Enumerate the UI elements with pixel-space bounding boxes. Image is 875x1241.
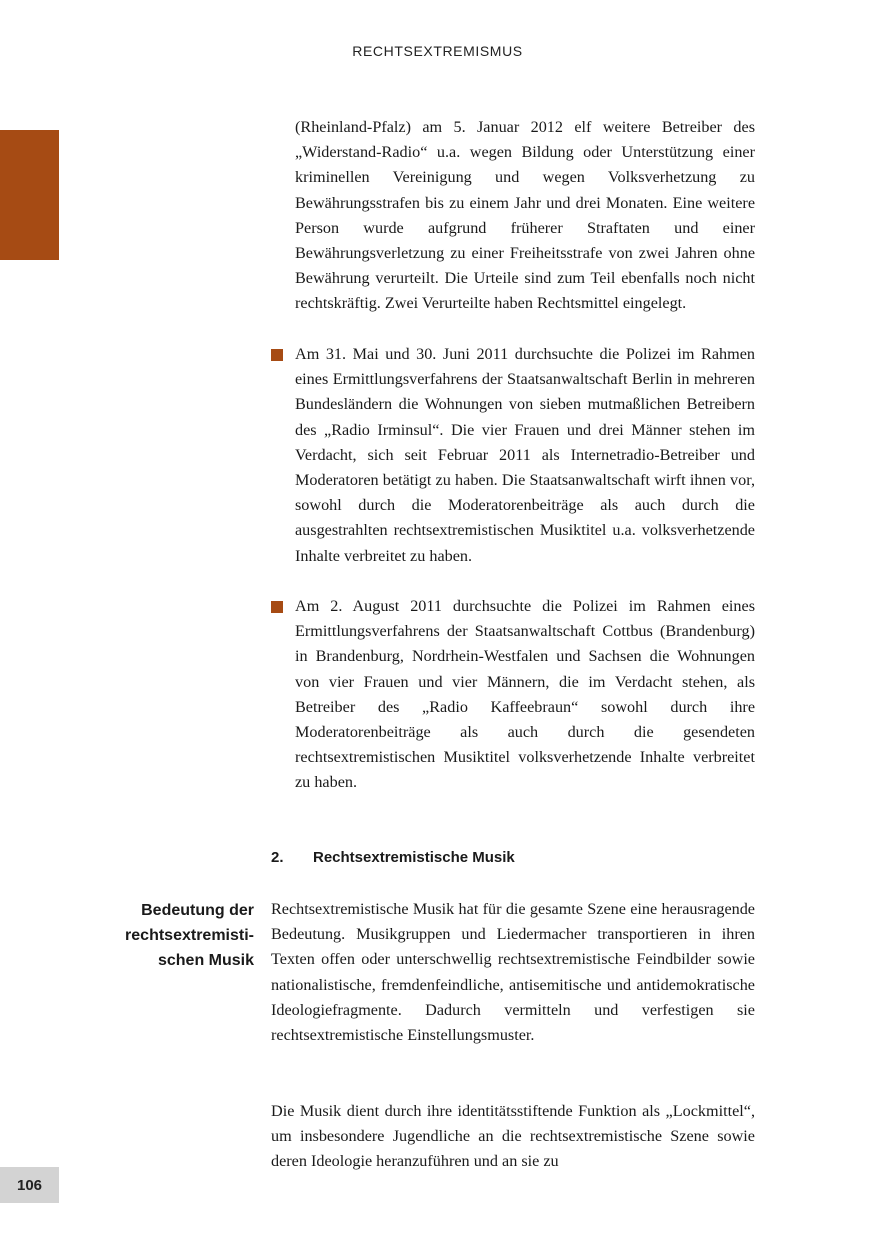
margin-note (104, 898, 254, 973)
section-heading (271, 849, 515, 866)
margin-note-line: Bedeutung der (141, 902, 254, 919)
body-paragraph: Die Musik dient durch ihre identitätsstiftende Funktion als „Lockmittel“, um insbesondere Jugendliche an die rechtsextremistische Szene sowie deren Ideologie heranzuführen und an sie zu (271, 1102, 755, 1171)
continued-paragraph: (Rheinland-Pfalz) am 5. Januar 2012 elf weitere Betreiber des „Widerstand-Radio“ u.a. wegen Bildung oder Unterstützung einer kriminellen Vereinigung und wegen Volksverhetzung zu Bewährungsstrafen bis zu einem Jahr und drei Monaten. Eine weitere Person wurde aufgrund früherer Straftaten und einer Bewährungsverletzung zu einer Freiheitsstrafe von zwei Jahren ohne Bewährung verurteilt. Die Urteile sind zum Teil ebenfalls noch nicht rechtskräftig. Zwei Verurteilte haben Rechtsmittel eingelegt. (295, 118, 755, 313)
bullet-square-icon (271, 601, 283, 613)
section-number: 2. (271, 849, 284, 866)
margin-note-line: rechtsextremisti- (125, 927, 254, 944)
list-item-text: Am 2. August 2011 durchsuchte die Polizei im Rahmen eines Ermittlungsverfahrens der Staatsanwaltschaft Cottbus (Brandenburg) in Brandenburg, Nordrhein-Westfalen und Sachsen die Wohnungen von vier Frauen und vier Männern, die im Verdacht stehen, als Betreiber des „Radio Kaffeebraun“ sowohl durch ihre Moderatorenbeiträge als auch durch die gesendeten rechtsextremistischen Musiktitel volksverhetzende Inhalte verbreitet zu haben. (295, 597, 755, 792)
body-paragraph: Rechtsextremistische Musik hat für die gesamte Szene eine herausragende Bedeutung. Musikgruppen und Liedermacher transportieren in ihren Texten offen oder unterschwellig rechtsextremistische Feindbilder sowie nationalistische, fremdenfeindliche, antisemitische und antidemokratische Ideologiefragmente. Dadurch vermitteln und verfestigen sie rechtsextremistische Einstellungsmuster. (271, 900, 755, 1045)
chapter-tab-marker (0, 130, 59, 260)
page-number: 106 (0, 1167, 59, 1203)
list-item-text: Am 31. Mai und 30. Juni 2011 durchsuchte die Polizei im Rahmen eines Ermittlungsverfahrens der Staatsanwaltschaft Berlin in mehreren Bundesländern die Wohnungen von sieben mutmaßlichen Betreibern des „Radio Irminsul“. Die vier Frauen und drei Männer stehen im Verdacht, sich seit Februar 2011 als Internetradio-Betreiber und Moderatoren betätigt zu haben. Die Staatsanwaltschaft wirft ihnen vor, sowohl durch die Moderatorenbeiträge als auch durch die ausgestrahlten rechtsextremistischen Musiktitel u.a. volksverhetzende Inhalte verbreitet zu haben. (295, 345, 755, 565)
bullet-square-icon (271, 349, 283, 361)
running-header: RECHTSEXTREMISMUS (352, 43, 523, 59)
margin-note-line: schen Musik (157, 952, 254, 969)
section-title: Rechtsextremistische Musik (313, 849, 515, 866)
